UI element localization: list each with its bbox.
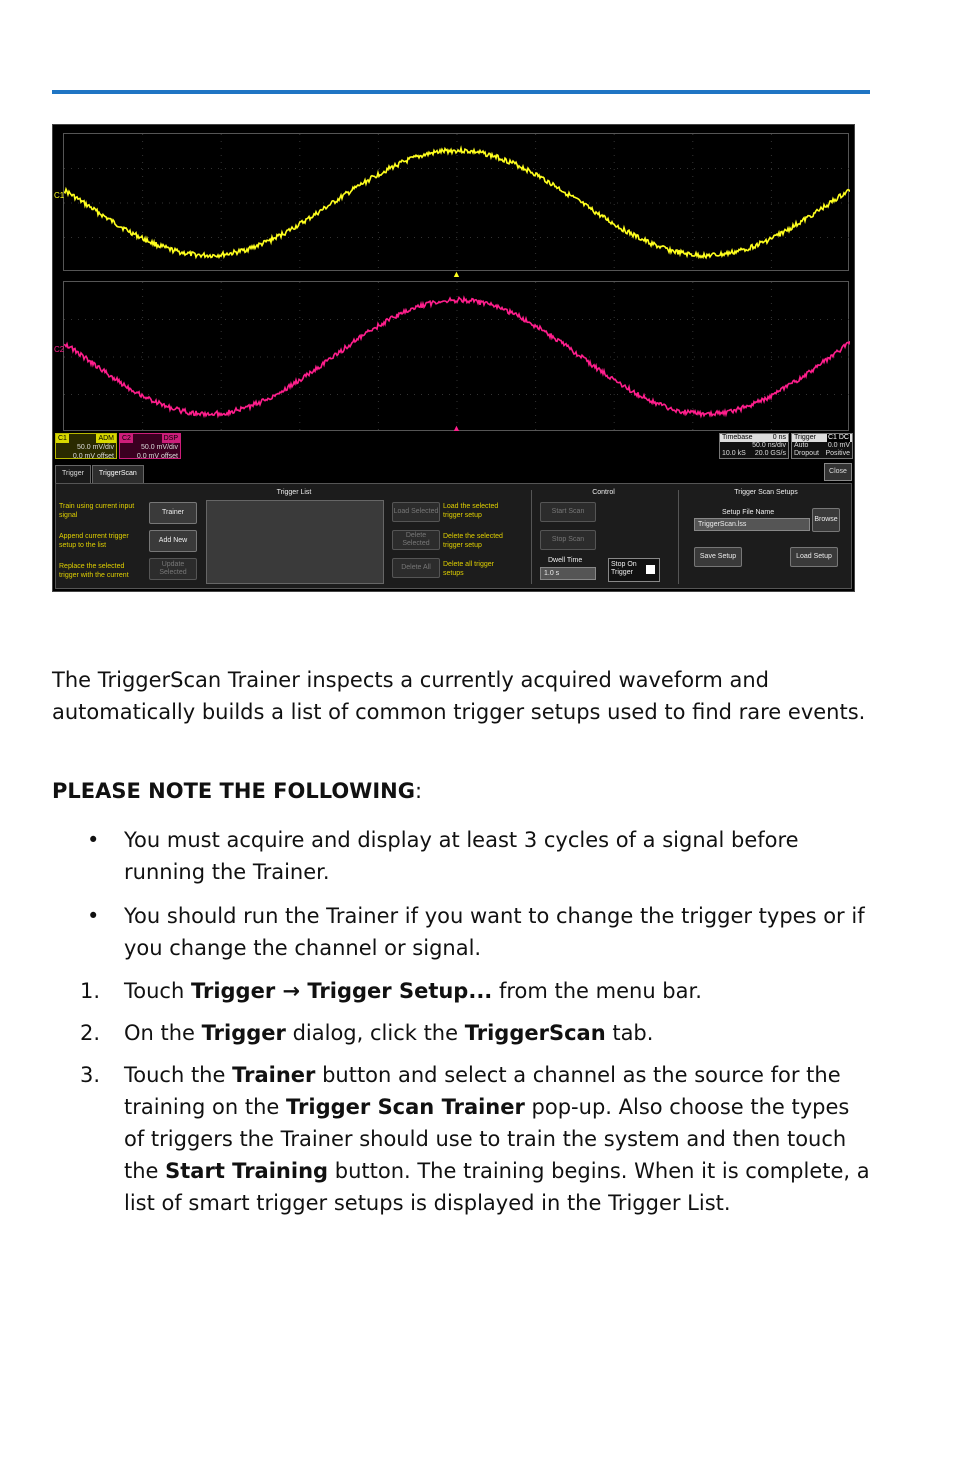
channel-1-descriptor[interactable]	[55, 433, 117, 459]
bullet-item: You must acquire and display at least 3 cycles of a signal before running the Trainer.	[124, 828, 799, 884]
waveform-grid-bottom	[63, 281, 849, 431]
setup-file-name-field[interactable]: TriggerScan.lss	[694, 518, 810, 531]
timebase-delay: 0 ns	[772, 434, 786, 441]
load-setup-button[interactable]: Load Setup	[790, 547, 838, 567]
trigger-mode: Auto	[794, 442, 809, 449]
load-selected-button[interactable]: Load Selected	[392, 502, 440, 522]
dwell-time-field[interactable]: 1.0 s	[540, 567, 596, 580]
channel-1-marker: C1	[54, 191, 65, 200]
add-new-button[interactable]: Add New	[149, 530, 197, 552]
step-item: Touch the Trainer button and select a channel as the source for the training on the Trigger Scan Trainer pop-up. Also choose the types of triggers the Trainer should use to train the system and then touch the Start Training button. The training begins. When it is complete, a list of smart trigger setups is displayed in the Trigger List.	[124, 1063, 870, 1215]
trigger-list-heading: Trigger List	[276, 489, 312, 496]
control-heading: Control	[592, 489, 615, 496]
trigger-position-marker-2: ▲	[452, 423, 461, 433]
trigger-position-marker: ▲	[452, 269, 461, 279]
bullet-item: You should run the Trainer if you want to change the trigger types or if you change the channel or signal.	[124, 904, 865, 960]
timebase-rate: 20.0 GS/s	[754, 450, 786, 457]
dialog-tabs	[55, 465, 145, 483]
load-selected-label: Load the selected trigger setup	[443, 503, 499, 519]
intro-paragraph: The TriggerScan Trainer inspects a currently acquired waveform and automatically builds a list of common trigger setups used to find rare events.	[52, 668, 866, 724]
timebase-header: Timebase	[722, 434, 753, 441]
delete-all-label: Delete all trigger setups	[443, 561, 494, 577]
waveform-grid-top	[63, 133, 849, 271]
channel-2-badge: DSP	[163, 435, 178, 442]
tab-trigger[interactable]: Trigger	[55, 465, 91, 483]
trigger-type: Dropout	[794, 450, 819, 457]
timebase-samples: 10.0 kS	[722, 450, 746, 457]
start-scan-button[interactable]: Start Scan	[540, 502, 596, 522]
timebase-descriptor[interactable]	[719, 433, 789, 459]
channel-2-descriptor[interactable]	[119, 433, 181, 459]
setups-heading: Trigger Scan Setups	[734, 489, 798, 496]
stop-scan-button[interactable]: Stop Scan	[540, 530, 596, 550]
divider	[678, 490, 679, 584]
trigger-list[interactable]	[206, 500, 384, 584]
trigger-descriptor[interactable]	[791, 433, 853, 459]
stop-on-trigger-toggle[interactable]	[608, 558, 660, 582]
note-heading-text: PLEASE NOTE THE FOLLOWING	[52, 779, 415, 803]
delete-selected-label: Delete the selected trigger setup	[443, 533, 503, 549]
tab-triggerscan[interactable]: TriggerScan	[92, 465, 144, 483]
note-heading-colon: :	[414, 779, 423, 803]
trigger-slope: Positive	[825, 450, 850, 457]
trigger-header: Trigger	[794, 434, 816, 441]
save-setup-button[interactable]: Save Setup	[694, 547, 742, 567]
header-rule	[52, 90, 870, 94]
timebase-tdiv: 50.0 ns/div	[752, 442, 786, 449]
channel-1-waveform	[64, 134, 850, 272]
delete-all-button[interactable]: Delete All	[392, 558, 440, 578]
step-number: 3.	[80, 1063, 101, 1087]
channel-1-vdiv: 50.0 mV/div	[77, 444, 114, 451]
stop-on-trigger-label: Stop On Trigger	[611, 561, 637, 576]
bullet-icon: •	[87, 828, 100, 852]
close-button[interactable]: Close	[824, 463, 852, 481]
dwell-time-label: Dwell Time	[548, 557, 583, 564]
channel-1-label: C1	[58, 435, 67, 442]
step-number: 1.	[80, 979, 101, 1003]
bullet-icon: •	[87, 904, 100, 928]
channel-2-vdiv: 50.0 mV/div	[141, 444, 178, 451]
channel-1-badge: ADM	[98, 435, 114, 442]
trigger-level: 0.0 mV	[827, 442, 850, 449]
triggerscan-panel	[55, 483, 852, 589]
step-item: On the Trigger dialog, click the TriggerScan tab.	[124, 1021, 654, 1045]
stop-on-trigger-checkbox[interactable]	[646, 565, 655, 574]
browse-button[interactable]: Browse	[812, 508, 840, 532]
update-selected-button[interactable]: Update Selected	[149, 558, 197, 580]
note-heading	[52, 775, 872, 807]
step-number: 2.	[80, 1021, 101, 1045]
append-label: Append current trigger setup to the list	[59, 533, 129, 549]
delete-selected-button[interactable]: Delete Selected	[392, 530, 440, 550]
trainer-button[interactable]: Trainer	[149, 502, 197, 524]
oscilloscope-screenshot	[52, 124, 855, 592]
channel-2-label: C2	[122, 435, 131, 442]
channel-2-marker: C2	[54, 345, 65, 354]
setup-file-name-label: Setup File Name	[722, 509, 775, 516]
replace-label: Replace the selected trigger with the current	[59, 563, 129, 579]
trigger-source: C1 DC	[827, 434, 849, 441]
channel-2-offset: 0.0 mV offset	[136, 453, 178, 460]
channel-1-offset: 0.0 mV offset	[72, 453, 114, 460]
divider	[531, 490, 532, 584]
step-item: Touch Trigger → Trigger Setup... from the menu bar.	[124, 979, 702, 1003]
train-label: Train using current input signal	[59, 503, 135, 519]
channel-2-waveform	[64, 282, 850, 432]
